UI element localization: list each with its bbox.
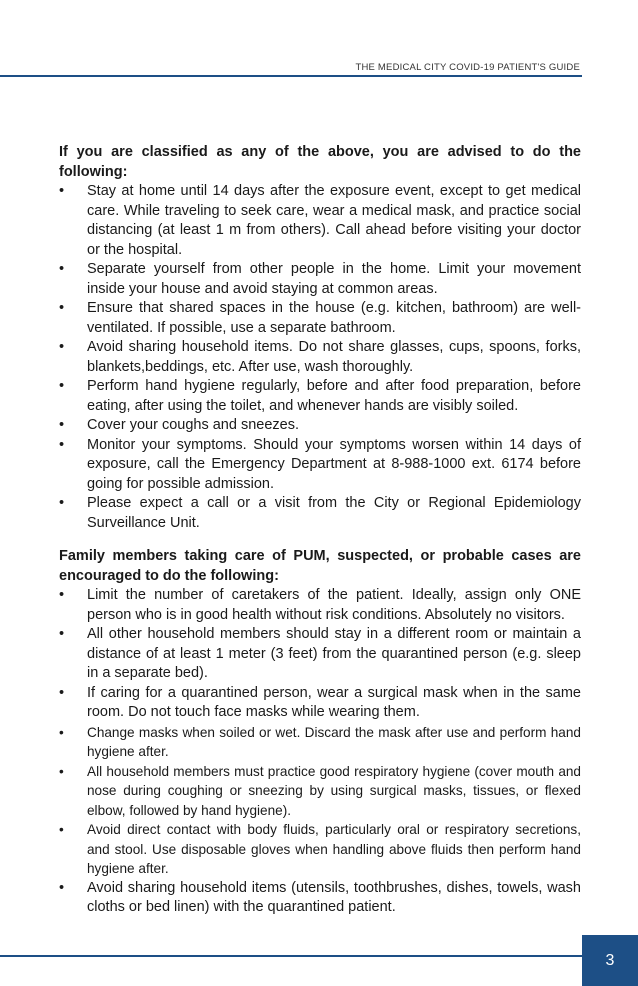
- list-item: • All household members must practice good respiratory hygiene (cover mouth and nose during coughing or sneezing by using surgical masks, tissues, or flexed elbow, followed by hand hygiene).: [59, 763, 581, 818]
- footer-rule: [0, 955, 582, 957]
- list-item: • Cover your coughs and sneezes.: [59, 416, 581, 436]
- bullet-icon: •: [59, 495, 65, 511]
- bullet-icon: •: [59, 417, 65, 433]
- running-header: THE MEDICAL CITY COVID-19 PATIENT'S GUIDE: [355, 62, 580, 73]
- list-item: • If caring for a quarantined person, wear a surgical mask when in the same room. Do not touch face masks while wearing them.: [59, 684, 581, 720]
- list-item: • Please expect a call or a visit from the City or Regional Epidemiology Surveillance Unit.: [59, 495, 581, 531]
- bullet-icon: •: [59, 587, 65, 603]
- bullet-icon: •: [59, 879, 65, 896]
- list-item: • Monitor your symptoms. Should your symptoms worsen within 14 days of exposure, call the Emergency Department at 8-988-1000 ext. 6174 before going for possible admission.: [59, 436, 581, 492]
- page-number: 3: [582, 935, 638, 986]
- section-heading-family: Family members taking care of PUM, suspected, or probable cases are encouraged to do the following:: [59, 548, 581, 584]
- list-item: • Avoid sharing household items (utensils, toothbrushes, dishes, towels, wash cloths or bed linen) with the quarantined patient.: [59, 879, 581, 915]
- bullet-icon: •: [59, 183, 65, 199]
- list-item: • Change masks when soiled or wet. Discard the mask after use and perform hand hygiene after.: [59, 724, 581, 759]
- list-item: • All other household members should stay in a different room or maintain a distance of at least 1 meter (3 feet) from the quarantined person (e.g. sleep in a separate bed).: [59, 626, 581, 681]
- bullet-icon: •: [59, 436, 65, 453]
- bullet-icon: •: [59, 378, 65, 394]
- bullet-icon: •: [59, 626, 65, 642]
- page-content: [59, 143, 581, 932]
- list-item: • Stay at home until 14 days after the exposure event, except to get medical care. While traveling to seek care, wear a medical mask, and practice social distancing (at least 1 m from others). Call ahead before visiting your doctor or the hospital.: [59, 183, 581, 258]
- bullet-icon: •: [59, 684, 65, 701]
- bullet-icon: •: [59, 822, 64, 837]
- patient-advice-list: [59, 182, 581, 533]
- list-item: • Separate yourself from other people in the home. Limit your movement inside your house and avoid staying at common areas.: [59, 261, 581, 297]
- list-item: • Ensure that shared spaces in the house (e.g. kitchen, bathroom) are well-ventilated. If possible, use a separate bathroom.: [59, 300, 581, 336]
- bullet-icon: •: [59, 300, 65, 316]
- list-item: • Avoid direct contact with body fluids, particularly oral or respiratory secretions, and stool. Use disposable gloves when handling above fluids then perform hand hygiene after.: [59, 822, 581, 876]
- list-item: • Limit the number of caretakers of the patient. Ideally, assign only ONE person who is in good health without risk conditions. Absolutely no visitors.: [59, 587, 581, 623]
- bullet-icon: •: [59, 339, 65, 355]
- family-advice-list: [59, 586, 581, 918]
- bullet-icon: •: [59, 724, 64, 740]
- section-heading-patient: If you are classified as any of the above, you are advised to do the following:: [59, 144, 581, 180]
- bullet-icon: •: [59, 763, 64, 779]
- bullet-icon: •: [59, 261, 65, 277]
- list-item: • Perform hand hygiene regularly, before and after food preparation, before eating, after using the toilet, and whenever hands are visibly soiled.: [59, 378, 581, 414]
- list-item: • Avoid sharing household items. Do not share glasses, cups, spoons, forks, blankets,beddings, etc. After use, wash thoroughly.: [59, 339, 581, 375]
- header-rule: [0, 75, 582, 77]
